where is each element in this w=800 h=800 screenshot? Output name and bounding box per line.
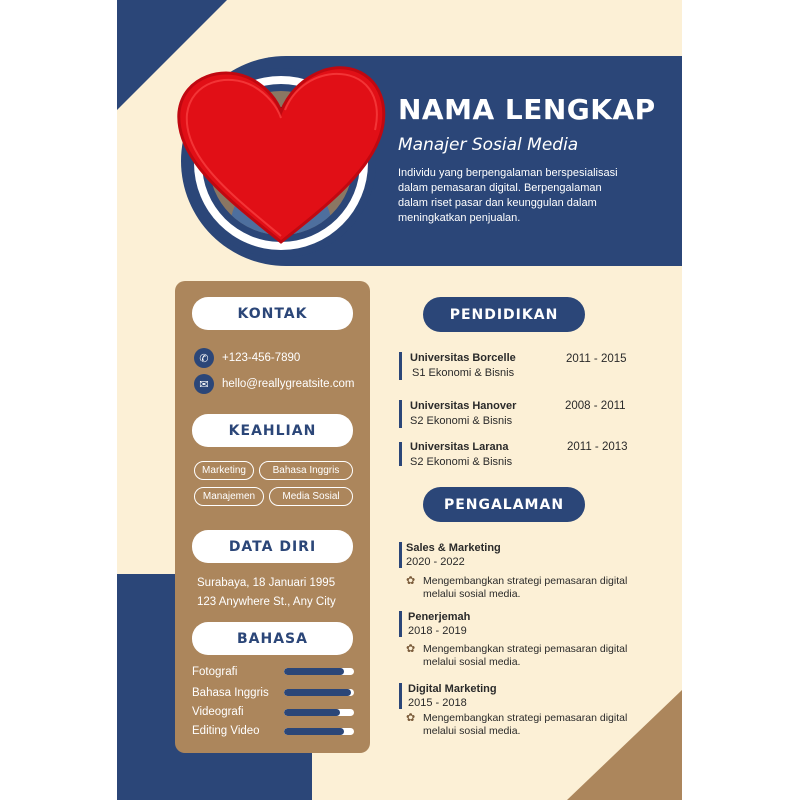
education-years: 2011 - 2015 xyxy=(566,353,627,365)
experience-years: 2018 - 2019 xyxy=(408,625,467,637)
education-heading: PENDIDIKAN xyxy=(423,297,585,332)
experience-heading: PENGALAMAN xyxy=(423,487,585,522)
profile-summary: Individu yang berpengalaman berspesialisasi dalam pemasaran digital. Berpengalaman dalam riset pasar dan keunggulan dalam meningkatkan penjualan. xyxy=(398,167,618,224)
heart-sticker-icon xyxy=(169,60,393,250)
language-level-bar xyxy=(284,668,354,675)
education-degree: S1 Ekonomi & Bisnis xyxy=(412,367,515,379)
language-label: Fotografi xyxy=(192,666,238,678)
flower-bullet-icon: ✿ xyxy=(406,711,416,724)
experience-description: Mengembangkan strategi pemasaran digital melalui sosial media. xyxy=(423,643,628,668)
address-info: 123 Anywhere St., Any City xyxy=(197,596,336,608)
language-label: Bahasa Inggris xyxy=(192,687,269,699)
phone-icon: ✆ xyxy=(194,348,214,368)
skills-heading: KEAHLIAN xyxy=(192,414,353,447)
skill-tag: Manajemen xyxy=(194,487,264,506)
contact-email: hello@reallygreatsite.com xyxy=(222,378,355,390)
experience-title: Penerjemah xyxy=(408,611,471,623)
language-level-bar xyxy=(284,728,354,735)
language-level-bar xyxy=(284,709,354,716)
resume-page xyxy=(117,0,682,800)
contact-heading: KONTAK xyxy=(192,297,353,330)
timeline-marker xyxy=(399,542,402,568)
education-school: Universitas Larana xyxy=(410,441,509,453)
flower-bullet-icon: ✿ xyxy=(406,642,416,655)
timeline-marker xyxy=(399,611,402,637)
education-years: 2011 - 2013 xyxy=(567,441,628,453)
experience-years: 2015 - 2018 xyxy=(408,697,467,709)
timeline-marker xyxy=(399,352,402,380)
language-label: Videografi xyxy=(192,706,244,718)
timeline-marker xyxy=(399,442,402,466)
skill-tag: Bahasa Inggris xyxy=(259,461,353,480)
education-degree: S2 Ekonomi & Bisnis xyxy=(410,415,513,427)
timeline-marker xyxy=(399,683,402,709)
language-label: Editing Video xyxy=(192,725,260,737)
personal-heading: DATA DIRI xyxy=(192,530,353,563)
education-years: 2008 - 2011 xyxy=(565,400,626,412)
job-title: Manajer Sosial Media xyxy=(398,135,579,155)
experience-description: Mengembangkan strategi pemasaran digital melalui sosial media. xyxy=(423,712,628,737)
skill-tag: Marketing xyxy=(194,461,254,480)
language-level-bar xyxy=(284,689,354,696)
bottom-right-decoration xyxy=(567,690,682,800)
experience-description: Mengembangkan strategi pemasaran digital melalui sosial media. xyxy=(423,575,628,600)
mail-icon: ✉ xyxy=(194,374,214,394)
skill-tag: Media Sosial xyxy=(269,487,353,506)
flower-bullet-icon: ✿ xyxy=(406,574,416,587)
contact-phone: +123-456-7890 xyxy=(222,352,301,364)
education-school: Universitas Borcelle xyxy=(410,352,516,364)
languages-heading: BAHASA xyxy=(192,622,353,655)
timeline-marker xyxy=(399,400,402,428)
full-name: NAMA LENGKAP xyxy=(398,93,656,126)
experience-years: 2020 - 2022 xyxy=(406,556,465,568)
experience-title: Sales & Marketing xyxy=(406,542,501,554)
birth-info: Surabaya, 18 Januari 1995 xyxy=(197,577,336,589)
education-school: Universitas Hanover xyxy=(410,400,517,412)
experience-title: Digital Marketing xyxy=(408,683,497,695)
education-degree: S2 Ekonomi & Bisnis xyxy=(410,456,513,468)
